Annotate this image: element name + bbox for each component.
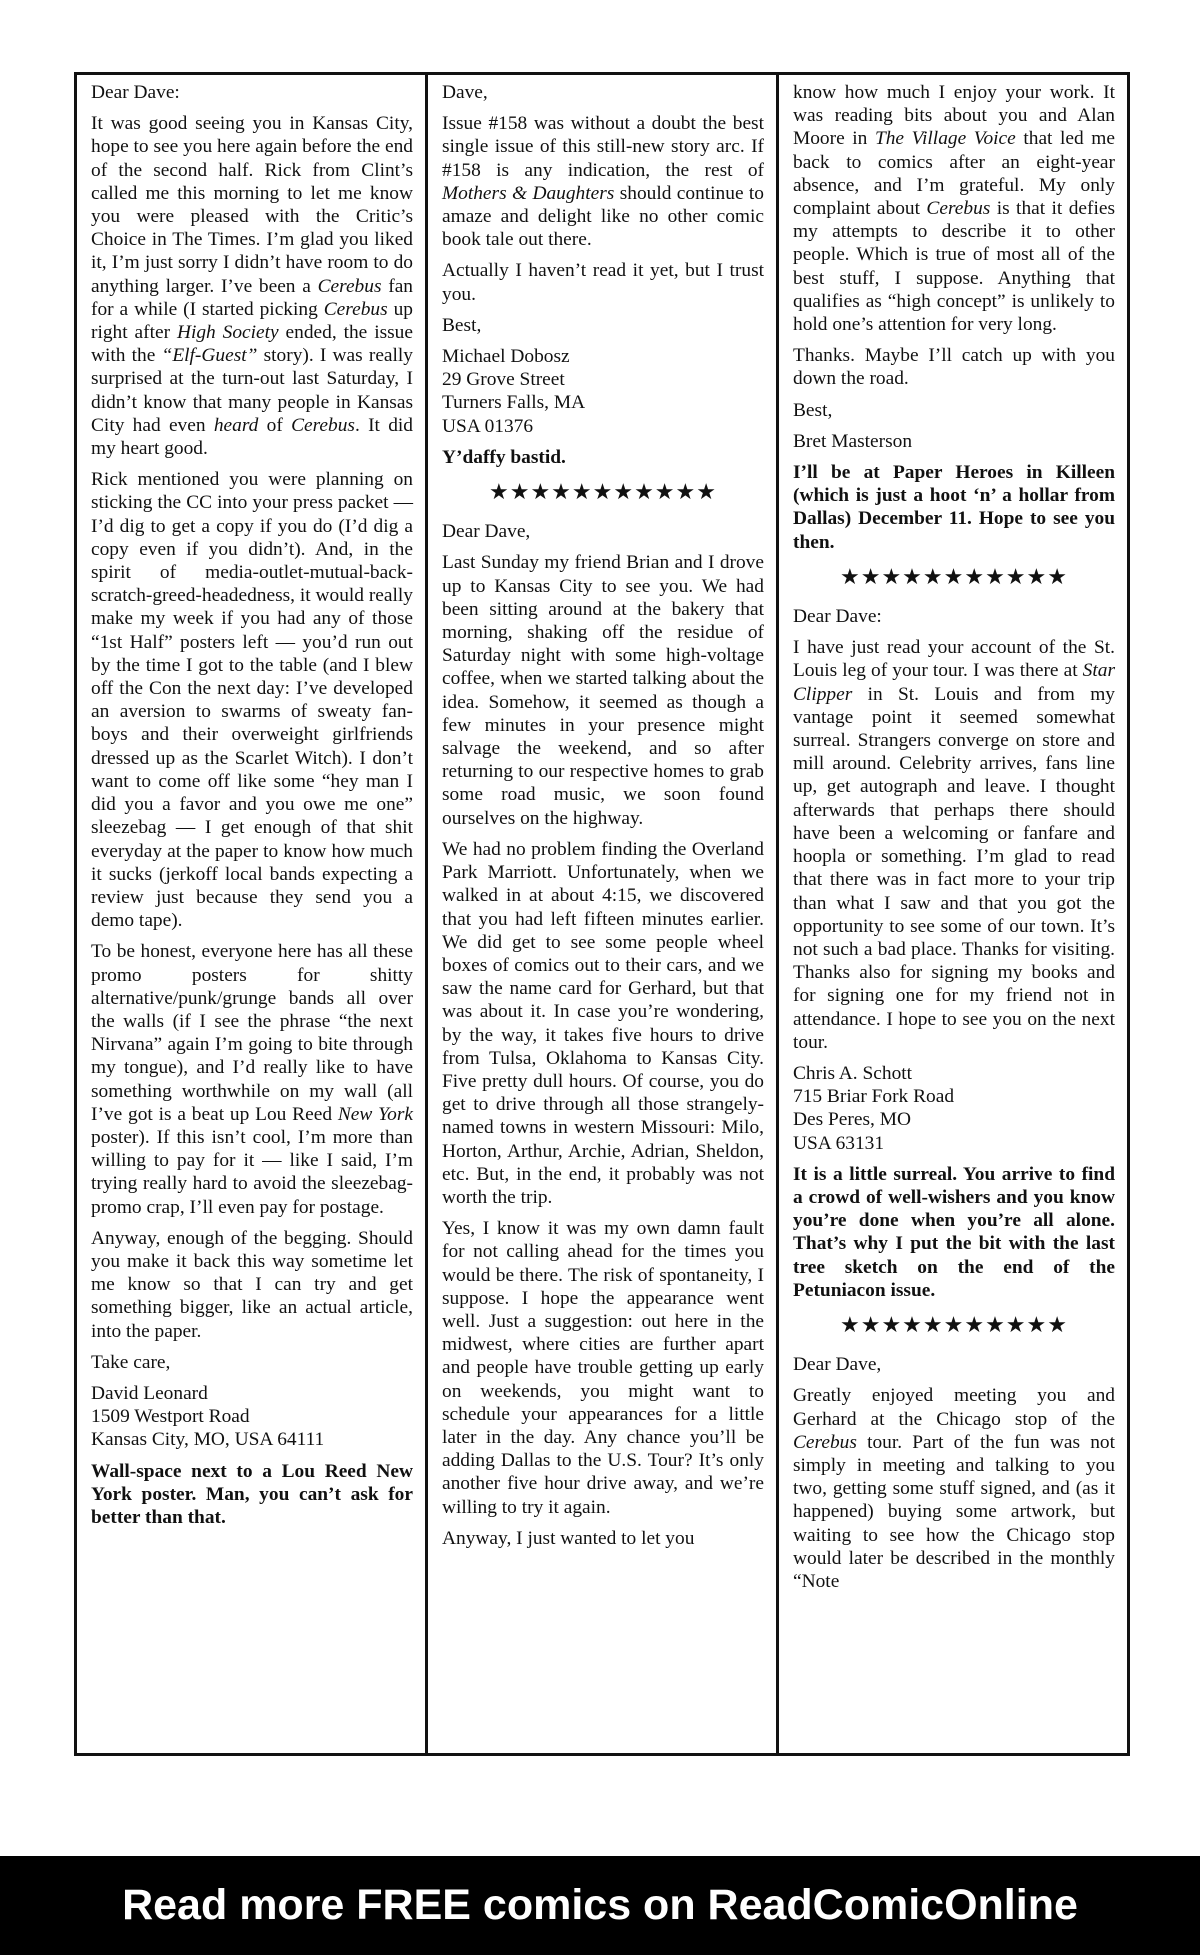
address-line: David Leonard [91,1382,208,1404]
letter-address [793,1062,1115,1155]
address-line: USA 63131 [793,1132,885,1154]
editor-reply: It is a little surreal. You arrive to find a crowd of well-wishers and you know you’re done when you’re all alone. That’s why I put the bit with the last tree sketch on the end of the Petuniacon issue. [793,1163,1115,1301]
letter-paragraph: Yes, I know it was my own damn fault for not calling ahead for the times you would be there. The risk of spontaneity, I suppose. I hope the appearance went well. Just a suggestion: out here in the midwest, where cities are further apart and people have trouble getting up early on weekends, you might want to schedule your appearances for a little later in the day. Any chance you’ll be adding Dallas to the U.S. Tour? It’s only another five hour drive away, and we’re willing to try it again. [442,1218,764,1518]
address-line: Kansas City, MO, USA 64111 [91,1429,325,1451]
editor-reply: I’ll be at Paper Heroes in Killeen (which is just a hoot ‘n’ a hollar from Dallas) December 11. Hope to see you then. [793,462,1115,553]
read-more-banner[interactable]: Read more FREE comics on ReadComicOnline [0,1856,1200,1955]
address-line: Des Peres, MO [793,1109,911,1131]
letter-greeting: Dave, [442,82,488,103]
letter-address [91,1382,413,1452]
address-line: 715 Briar Fork Road [793,1086,955,1108]
letter-signoff: Best, [793,399,833,421]
letter-signoff: Best, [442,314,482,336]
letter-greeting: Dear Dave, [442,521,531,543]
letter-address [793,430,1115,453]
letter-paragraph: I have just read your account of the St. Louis leg of your tour. I was there at Star Clipper in St. Louis and from my vantage point it seemed somewhat surreal. Strangers converge on store and mill around. Celebrity arrives, fans line up, get autograph and leave. I thought afterwards that perhaps there should have been a welcoming or fanfare and hoopla or something. I’m glad to read that there was in fact more to your trip than what I saw and that you got the opportunity to see some of our town. It’s not such a bad place. Thanks for visiting. Thanks also for signing my books and for signing one for my friend not in attendance. I hope to see you on the next tour. [793,637,1115,1053]
letters-page [74,72,1130,1756]
letter-greeting: Dear Dave: [91,82,180,103]
address-line: 29 Grove Street [442,369,565,391]
letter-paragraph: Anyway, I just wanted to let you [442,1527,695,1549]
letters-column-3 [776,75,1127,1753]
letter-greeting: Dear Dave: [793,606,882,628]
address-line: USA 01376 [442,415,534,437]
letter-paragraph: know how much I enjoy your work. It was reading bits about you and Alan Moore in The Village Voice that led me back to comics after an eight-year absence, and I’m grateful. My only complaint about Cerebus is that it defies my attempts to describe it to other people. Which is true of most all of the best stuff, I suppose. Anything that qualifies as “high concept” is unlikely to hold one’s attention for very long. [793,82,1115,336]
letter-paragraph: Last Sunday my friend Brian and I drove up to Kansas City to see you. We had been sitting around at the bakery that morning, shaking off the residue of Saturday night with some high-voltage coffee, when we started talking about the idea. Somehow, it seemed as though a few minutes in your presence might salvage the weekend, and so after returning to our respective homes to grab some road music, we soon found ourselves on the highway. [442,552,764,829]
letter-paragraph: Actually I haven’t read it yet, but I trust you. [442,260,764,305]
letter-paragraph: Issue #158 was without a doubt the best single issue of this still-new story arc. If #158 is any indication, the rest of Mothers & Daughters should continue to amaze and delight like no other comic book tale out there. [442,113,765,251]
address-line: Turners Falls, MA [442,392,586,414]
address-line: Michael Dobosz [442,346,570,368]
letter-signoff: Take care, [91,1351,171,1373]
address-line: Bret Masterson [793,430,913,452]
star-divider: ★★★★★★★★★★★ [840,1312,1068,1338]
letter-paragraph: Rick mentioned you were planning on sticking the CC into your press packet — I’d dig to get a copy if you do (I’d dig a copy even if you didn’t). And, in the spirit of media-outlet-mutual-back-scratch-greed-headedness, it would really make my week if you had any of those “1st Half” posters left — you’d run out by the time I got to the table (and I blew off the Con the next day: I’ve developed an aversion to swarms of sweaty fan-boys and their overweight girlfriends dressed up as the Scarlet Witch). I don’t want to come off like some “hey man I did you a favor and you owe me one” sleezebag — I get enough of that shit everyday at the paper to know how much it sucks (jerkoff local bands expecting a review just because they send you a demo tape). [91,469,413,932]
letters-column-2 [425,75,776,1753]
letter-paragraph: Greatly enjoyed meeting you and Gerhard at the Chicago stop of the Cerebus tour. Part of the fun was not simply in meeting and talking to you two, getting some stuff signed, and (as it happened) buying some artwork, but waiting to see how the Chicago stop would later be described in the monthly “Note [793,1385,1115,1592]
letter-paragraph: Anyway, enough of the begging. Should you make it back this way sometime let me know so that I can try and get something bigger, like an actual article, into the paper. [91,1227,413,1342]
editor-reply: Y’daffy bastid. [442,446,566,468]
address-line: 1509 Westport Road [91,1406,250,1428]
letters-column-1 [77,75,425,1753]
editor-reply: Wall-space next to a Lou Reed New York poster. Man, you can’t ask for better than that. [91,1460,413,1528]
letter-address [442,345,764,438]
letter-paragraph: To be honest, everyone here has all these promo posters for shitty alternative/punk/grunge bands all over the walls (if I see the phrase “the next Nirvana” again I’m going to bite through my tongue), and I’d really like to have something worthwhile on my wall (all I’ve got is a beat up Lou Reed New York poster). If this isn’t cool, I’m more than willing to pay for it — like I said, I’m trying really hard to avoid the sleezebag-promo crap, I’ll even pay for postage. [91,941,413,1218]
address-line: Chris A. Schott [793,1062,913,1084]
letter-greeting: Dear Dave, [793,1354,882,1376]
letter-paragraph: It was good seeing you in Kansas City, hope to see you here again before the end of the second half. Rick from Clint’s called me this morning to let me know you were pleased with the Critic’s Choice in The Times. I’m glad you liked it, I’m just sorry I didn’t have room to do anything larger. I’ve been a Cerebus fan for a while (I started picking Cerebus up right after High Society ended, the issue with the “Elf-Guest” story). I was really surprised at the turn-out last Saturday, I didn’t know that many people in Kansas City had even heard of Cerebus. It did my heart good. [91,113,413,460]
letter-paragraph: We had no problem finding the Overland Park Marriott. Unfortunately, when we walked in at about 4:15, we discovered that you had left fifteen minutes earlier. We did get to see some people wheel boxes of comics out to their cars, and we saw the name card for Gerhard, but that was about it. In case you’re wondering, by the way, it takes five hours to drive from Tulsa, Oklahoma to Kansas City. Five pretty dull hours. Of course, you do get to drive through all those strangely-named towns in western Missouri: Milo, Horton, Arthur, Archie, Adrian, Sheldon, etc. But, in the end, it probably was not worth the trip. [442,838,764,1208]
star-divider: ★★★★★★★★★★★ [840,564,1068,590]
star-divider: ★★★★★★★★★★★ [489,480,717,506]
letter-paragraph: Thanks. Maybe I’ll catch up with you down the road. [793,345,1115,390]
